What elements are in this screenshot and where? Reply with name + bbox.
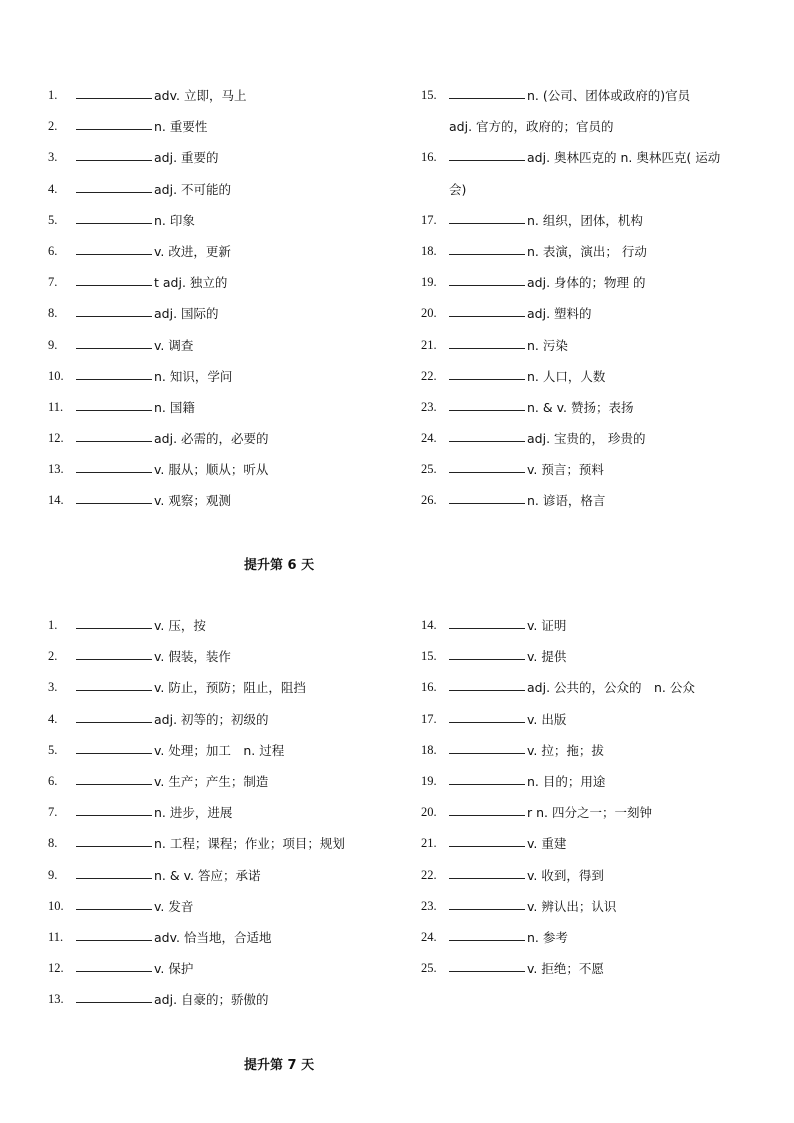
answer-blank[interactable] <box>76 860 152 879</box>
answer-blank[interactable] <box>449 80 525 99</box>
list-item <box>48 828 388 859</box>
item-definition: n. 目的；用途 <box>527 773 606 789</box>
list-item <box>48 485 388 516</box>
item-definition: n. 污染 <box>527 337 568 353</box>
list-item <box>48 423 388 454</box>
item-number: 17. <box>421 212 437 227</box>
item-number: 25. <box>421 961 437 976</box>
list-item <box>48 174 388 205</box>
item-definition: v. 保护 <box>154 961 194 977</box>
section2-right-column <box>421 610 761 984</box>
item-definition: t adj. 独立的 <box>154 275 228 291</box>
list-item <box>421 205 761 236</box>
item-number: 10. <box>48 898 64 913</box>
answer-blank[interactable] <box>449 922 525 941</box>
item-number: 20. <box>421 805 437 820</box>
list-item <box>421 392 761 423</box>
item-definition: v. 服从；顺从；听从 <box>154 462 269 478</box>
list-item <box>48 392 388 423</box>
list-item <box>48 766 388 797</box>
item-definition: n. 谚语，格言 <box>527 493 606 509</box>
item-number: 21. <box>421 836 437 851</box>
item-definition: adj. 身体的；物理 的 <box>527 275 646 291</box>
item-number: 7. <box>48 805 58 820</box>
item-definition: v. 发音 <box>154 898 194 914</box>
section-heading-day7: 提升第 7 天 <box>244 1058 315 1073</box>
item-number: 17. <box>421 711 437 726</box>
item-definition: n. (公司、团体或政府的)官员 <box>527 88 691 103</box>
item-number: 10. <box>48 368 64 383</box>
item-number: 11. <box>48 929 64 944</box>
item-definition-continued: adj. 官方的，政府的；官员的 <box>449 119 614 135</box>
answer-blank[interactable] <box>449 735 525 754</box>
item-definition: n. 知识，学问 <box>154 368 233 384</box>
list-item <box>421 828 761 859</box>
section2-left-column <box>48 610 388 1015</box>
list-item <box>48 860 388 891</box>
answer-blank[interactable] <box>449 704 525 723</box>
list-item <box>48 298 388 329</box>
list-item <box>48 610 388 641</box>
answer-blank[interactable] <box>76 392 152 411</box>
item-definition: n. 工程；课程；作业；项目；规划 <box>154 836 345 852</box>
answer-blank[interactable] <box>449 953 525 972</box>
list-item <box>48 891 388 922</box>
answer-blank[interactable] <box>76 236 152 255</box>
item-definition: v. 压，按 <box>154 618 206 633</box>
list-item <box>421 267 761 298</box>
item-definition: n. 重要性 <box>154 119 208 135</box>
item-definition: n. 国籍 <box>154 399 195 415</box>
list-item <box>421 485 761 516</box>
item-number: 22. <box>421 867 437 882</box>
answer-blank[interactable] <box>449 298 525 317</box>
list-item <box>421 330 761 361</box>
list-item <box>48 797 388 828</box>
answer-blank[interactable] <box>76 641 152 660</box>
item-number: 3. <box>48 150 58 165</box>
list-item <box>421 361 761 392</box>
item-number: 18. <box>421 742 437 757</box>
answer-blank[interactable] <box>76 922 152 941</box>
item-definition: v. 辨认出；认识 <box>527 898 617 914</box>
item-definition-continued: 会) <box>449 181 467 197</box>
answer-blank[interactable] <box>449 267 525 286</box>
item-definition: n. & v. 赞扬；表扬 <box>527 399 634 415</box>
answer-blank[interactable] <box>449 361 525 380</box>
item-definition: v. 重建 <box>527 836 567 852</box>
item-number: 2. <box>48 649 58 664</box>
item-definition: adv. 立即，马上 <box>154 88 247 103</box>
item-number: 5. <box>48 212 58 227</box>
list-item <box>421 423 761 454</box>
answer-blank[interactable] <box>76 610 152 629</box>
item-definition: v. 证明 <box>527 618 567 633</box>
answer-blank[interactable] <box>449 330 525 349</box>
answer-blank[interactable] <box>449 485 525 504</box>
item-number: 4. <box>48 181 58 196</box>
item-number: 3. <box>48 680 58 695</box>
list-item <box>421 735 761 766</box>
answer-blank[interactable] <box>76 80 152 99</box>
item-definition: adj. 国际的 <box>154 306 219 322</box>
item-definition: adj. 不可能的 <box>154 181 232 197</box>
list-item <box>48 454 388 485</box>
item-definition: adj. 自豪的；骄傲的 <box>154 992 269 1008</box>
item-definition: n. 组织，团体，机构 <box>527 212 643 228</box>
item-definition: r n. 四分之一；一刻钟 <box>527 805 652 821</box>
answer-blank[interactable] <box>449 672 525 691</box>
item-definition: v. 观察；观测 <box>154 493 231 509</box>
answer-blank[interactable] <box>449 828 525 847</box>
item-number: 15. <box>421 88 437 102</box>
list-item <box>421 797 761 828</box>
item-number: 16. <box>421 150 437 165</box>
item-definition: adj. 重要的 <box>154 150 219 166</box>
answer-blank[interactable] <box>76 735 152 754</box>
item-number: 1. <box>48 88 58 102</box>
item-number: 24. <box>421 431 437 446</box>
item-definition: adj. 塑料的 <box>527 306 592 322</box>
item-number: 8. <box>48 306 58 321</box>
item-number: 15. <box>421 649 437 664</box>
item-number: 24. <box>421 929 437 944</box>
item-number: 23. <box>421 898 437 913</box>
item-number: 14. <box>421 618 437 632</box>
answer-blank[interactable] <box>76 485 152 504</box>
item-definition: v. 假装，装作 <box>154 649 231 665</box>
list-item <box>421 142 761 173</box>
item-definition: v. 提供 <box>527 649 567 665</box>
answer-blank[interactable] <box>76 672 152 691</box>
list-item <box>48 984 388 1015</box>
list-item <box>421 891 761 922</box>
answer-blank[interactable] <box>76 330 152 349</box>
answer-blank[interactable] <box>449 205 525 224</box>
answer-blank[interactable] <box>449 766 525 785</box>
list-item <box>421 766 761 797</box>
item-number: 9. <box>48 867 58 882</box>
answer-blank[interactable] <box>76 828 152 847</box>
item-definition: adv. 恰当地，合适地 <box>154 929 272 945</box>
item-definition: v. 生产；产生；制造 <box>154 773 269 789</box>
answer-blank[interactable] <box>449 454 525 473</box>
item-number: 19. <box>421 275 437 290</box>
list-item <box>48 111 388 142</box>
item-definition: v. 预言；预料 <box>527 462 604 478</box>
answer-blank[interactable] <box>449 392 525 411</box>
item-number: 26. <box>421 493 437 508</box>
item-definition: n. 表演，演出； 行动 <box>527 243 647 259</box>
item-number: 25. <box>421 462 437 477</box>
item-definition: adj. 宝贵的， 珍贵的 <box>527 431 646 447</box>
item-definition: v. 收到，得到 <box>527 867 604 883</box>
item-number: 12. <box>48 431 64 446</box>
item-number: 13. <box>48 992 64 1007</box>
item-number: 21. <box>421 337 437 352</box>
item-number: 16. <box>421 680 437 695</box>
answer-blank[interactable] <box>76 953 152 972</box>
item-number: 18. <box>421 243 437 258</box>
item-definition: adj. 必需的，必要的 <box>154 431 269 447</box>
item-number: 7. <box>48 275 58 290</box>
answer-blank[interactable] <box>449 797 525 816</box>
item-definition: v. 调查 <box>154 337 194 353</box>
item-definition: v. 出版 <box>527 711 567 727</box>
item-number: 11. <box>48 399 64 414</box>
item-definition: v. 拒绝；不愿 <box>527 961 604 977</box>
item-number: 19. <box>421 773 437 788</box>
answer-blank[interactable] <box>449 236 525 255</box>
answer-blank[interactable] <box>76 111 152 130</box>
list-item <box>421 236 761 267</box>
item-number: 2. <box>48 119 58 134</box>
item-number: 4. <box>48 711 58 726</box>
item-definition: v. 改进，更新 <box>154 243 231 259</box>
list-item <box>48 80 388 111</box>
item-definition: n. & v. 答应；承诺 <box>154 867 261 883</box>
answer-blank[interactable] <box>76 205 152 224</box>
list-item <box>48 953 388 984</box>
list-item <box>48 330 388 361</box>
list-item <box>421 80 761 111</box>
answer-blank[interactable] <box>76 766 152 785</box>
section1-left-column <box>48 80 388 517</box>
answer-blank[interactable] <box>449 610 525 629</box>
list-item <box>421 454 761 485</box>
item-number: 5. <box>48 742 58 757</box>
list-item <box>421 641 761 672</box>
item-number: 20. <box>421 306 437 321</box>
list-item <box>421 704 761 735</box>
answer-blank[interactable] <box>76 797 152 816</box>
item-number: 6. <box>48 243 58 258</box>
answer-blank[interactable] <box>76 298 152 317</box>
list-item <box>421 922 761 953</box>
section1-right-column <box>421 80 761 517</box>
answer-blank[interactable] <box>76 891 152 910</box>
item-definition: v. 拉；拖；拔 <box>527 742 604 758</box>
item-definition: n. 印象 <box>154 212 195 228</box>
answer-blank[interactable] <box>449 641 525 660</box>
answer-blank[interactable] <box>449 142 525 161</box>
item-definition: adj. 公共的，公众的 n. 公众 <box>527 680 695 696</box>
item-number: 1. <box>48 618 58 632</box>
answer-blank[interactable] <box>449 860 525 879</box>
list-item <box>48 267 388 298</box>
list-item <box>421 298 761 329</box>
item-number: 9. <box>48 337 58 352</box>
list-item <box>48 704 388 735</box>
list-item <box>48 361 388 392</box>
list-item <box>48 205 388 236</box>
list-item <box>48 641 388 672</box>
item-number: 12. <box>48 961 64 976</box>
item-definition: n. 参考 <box>527 929 568 945</box>
list-item <box>421 860 761 891</box>
item-number: 8. <box>48 836 58 851</box>
list-item <box>421 610 761 641</box>
section-heading-day6: 提升第 6 天 <box>244 558 315 573</box>
answer-blank[interactable] <box>76 423 152 442</box>
item-definition: adj. 初等的；初级的 <box>154 711 269 727</box>
list-item <box>421 672 761 703</box>
list-item <box>421 953 761 984</box>
list-item <box>48 672 388 703</box>
item-definition: n. 人口，人数 <box>527 368 606 384</box>
item-definition: adj. 奥林匹克的 n. 奥林匹克( 运动 <box>527 150 721 166</box>
answer-blank[interactable] <box>449 423 525 442</box>
answer-blank[interactable] <box>76 361 152 380</box>
item-number: 22. <box>421 368 437 383</box>
answer-blank[interactable] <box>76 142 152 161</box>
item-number: 14. <box>48 493 64 508</box>
answer-blank[interactable] <box>76 174 152 193</box>
item-definition: v. 防止，预防；阻止，阻挡 <box>154 680 306 696</box>
answer-blank[interactable] <box>76 704 152 723</box>
list-item <box>48 142 388 173</box>
item-number: 23. <box>421 399 437 414</box>
item-definition: v. 处理；加工 n. 过程 <box>154 742 285 758</box>
list-item <box>48 922 388 953</box>
answer-blank[interactable] <box>76 984 152 1003</box>
answer-blank[interactable] <box>449 891 525 910</box>
list-item <box>48 236 388 267</box>
item-number: 6. <box>48 773 58 788</box>
item-definition: n. 进步，进展 <box>154 805 233 821</box>
answer-blank[interactable] <box>76 454 152 473</box>
list-item <box>48 735 388 766</box>
answer-blank[interactable] <box>76 267 152 286</box>
item-number: 13. <box>48 462 64 477</box>
